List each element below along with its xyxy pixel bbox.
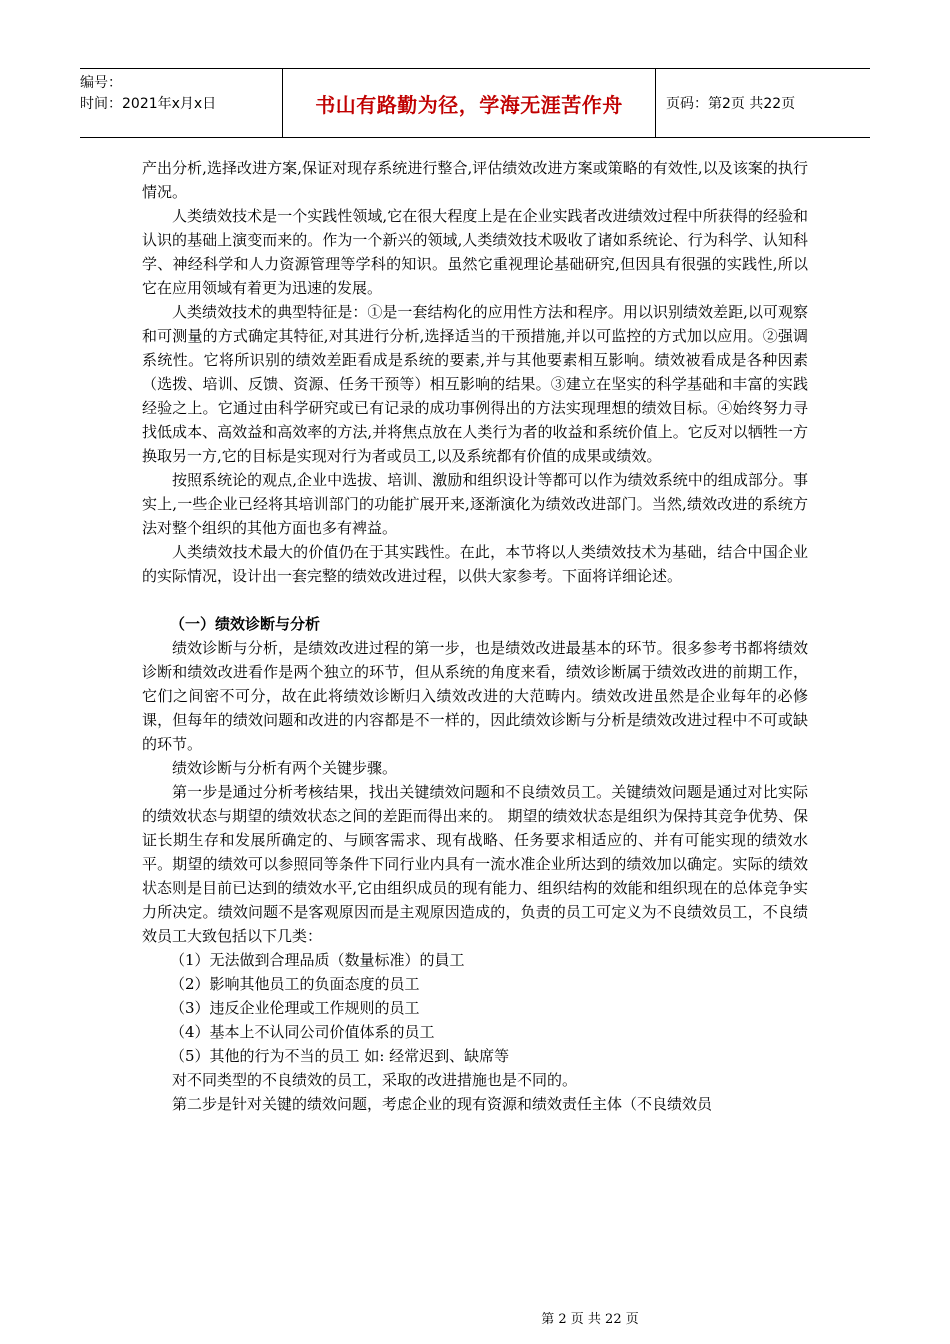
list-item: （2）影响其他员工的负面态度的员工 (170, 975, 420, 993)
paragraph: 对不同类型的不良绩效的员工，采取的改进措施也是不同的。 (172, 1071, 578, 1089)
section-heading: （一）绩效诊断与分析 (170, 615, 321, 633)
document-body (142, 156, 808, 1116)
header-meta (80, 69, 282, 137)
document-date: 时间：2021年x月x日 (80, 96, 217, 112)
paragraph: 第一步是通过分析考核结果，找出关键绩效问题和不良绩效员工。关键绩效问题是通过对比实际的绩效状态与期望的绩效状态之间的差距而得出来的。 期望的绩效状态是组织为保持其竞争优势、保证长期生存和发展所确定的、与顾客需求、现有战略、任务要求相适应的、并有可能实现的绩效水平。期望的绩效可以参照同等条件下同行业内具有一流水准企业所达到的绩效加以确定。实际的绩效状态则是目前已达到的绩效水平,它由组织成员的现有能力、组织结构的效能和组织现在的总体竞争实力所决定。绩效问题不是客观原因而是主观原因造成的，负责的员工可定义为不良绩效员工，不良绩效员工大致包括以下几类： (142, 783, 808, 945)
page-footer (0, 1308, 950, 1327)
list-item: （5）其他的行为不当的员工 如: 经常迟到、缺席等 (170, 1047, 510, 1065)
paragraph: 绩效诊断与分析，是绩效改进过程的第一步，也是绩效改进最基本的环节。很多参考书都将绩效诊断和绩效改进看作是两个独立的环节，但从系统的角度来看，绩效诊断属于绩效改进的前期工作，它们之间密不可分，故在此将绩效诊断归入绩效改进的大范畴内。绩效改进虽然是企业每年的必修课，但每年的绩效问题和改进的内容都是不一样的，因此绩效诊断与分析是绩效改进过程中不可或缺的环节。 (142, 639, 808, 753)
paragraph: 人类绩效技术的典型特征是：①是一套结构化的应用性方法和程序。用以识别绩效差距,以可观察和可测量的方式确定其特征,对其进行分析,选择适当的干预措施,并以可监控的方式加以应用。②强调系统性。它将所识别的绩效差距看成是系统的要素,并与其他要素相互影响。绩效被看成是各种因素（选拨、培训、反馈、资源、任务干预等）相互影响的结果。③建立在坚实的科学基础和丰富的实践经验之上。它通过由科学研究或已有记录的成功事例得出的方法实现理想的绩效目标。④始终努力寻找低成本、高效益和高效率的方法,并将焦点放在人类行为者的收益和系统价值上。它反对以牺牲一方换取另一方,它的目标是实现对行为者或员工,以及系统都有价值的成果或绩效。 (142, 303, 808, 465)
paragraph: 按照系统论的观点,企业中选拔、培训、激励和组织设计等都可以作为绩效系统中的组成部分。事实上,一些企业已经将其培训部门的功能扩展开来,逐渐演化为绩效改进部门。当然,绩效改进的系统方法对整个组织的其他方面也多有裨益。 (142, 471, 808, 537)
paragraph: 第二步是针对关键的绩效问题，考虑企业的现有资源和绩效责任主体（不良绩效员 (172, 1095, 713, 1113)
paragraph: 人类绩效技术是一个实践性领域,它在很大程度上是在企业实践者改进绩效过程中所获得的经验和认识的基础上演变而来的。作为一个新兴的领域,人类绩效技术吸收了诸如系统论、行为科学、认知科学、神经科学和人力资源管理等学科的知识。虽然它重视理论基础研究,但因具有很强的实践性,所以它在应用领域有着更为迅速的发展。 (142, 207, 808, 297)
header-page-info: 页码：第2页 共22页 (666, 96, 796, 112)
list-item: （4）基本上不认同公司价值体系的员工 (170, 1023, 435, 1041)
footer-page-number: 第 2 页 共 22 页 (541, 1312, 639, 1327)
list-item: （3）违反企业伦理或工作规则的员工 (170, 999, 420, 1017)
document-number-label: 编号： (80, 75, 122, 91)
header-motto: 书山有路勤为径，学海无涯苦作舟 (282, 69, 656, 137)
paragraph: 产出分析,选择改进方案,保证对现存系统进行整合,评估绩效改进方案或策略的有效性,以及该案的执行情况。 (142, 159, 808, 201)
page-header (80, 68, 870, 138)
paragraph: 绩效诊断与分析有两个关键步骤。 (172, 759, 398, 777)
list-item: （1）无法做到合理品质（数量标准）的員工 (170, 951, 465, 969)
paragraph: 人类绩效技术最大的价值仍在于其实践性。在此，本节将以人类绩效技术为基础，结合中国企业的实际情况，设计出一套完整的绩效改进过程，以供大家参考。下面将详细论述。 (142, 543, 808, 585)
